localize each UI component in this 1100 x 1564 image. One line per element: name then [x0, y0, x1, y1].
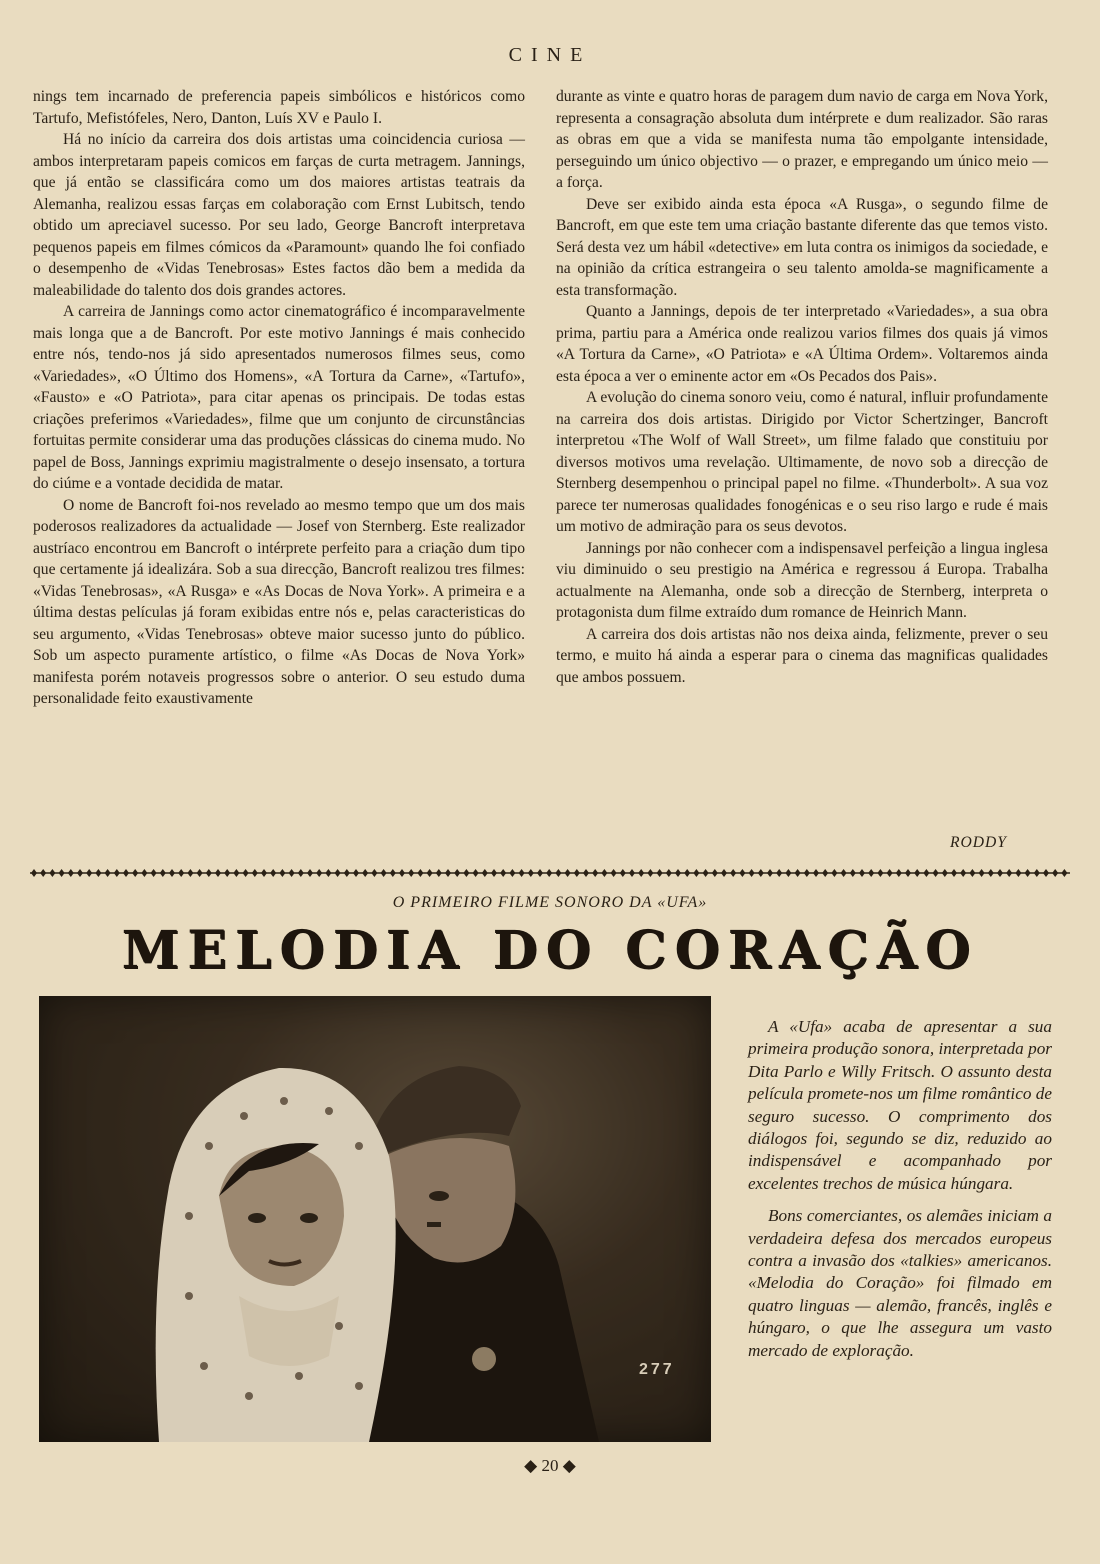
paragraph: O nome de Bancroft foi-nos revelado ao mesmo tempo que um dos mais poderosos realizadores da actualidade — Josef von Sternberg. Este realizador austríaco encontrou em Bancroft o intérprete perfeito para a criação dum tipo que certamente já idealizára. Sob a sua direcção, Bancroft realizou tres filmes: «Vidas Tenebrosas», «A Rusga» e «As Docas de Nova York». A primeira e a última destas películas já foram exibidas entre nós e, pelas caracteristicas do seu argumento, «Vidas Tenebrosas» obteve maior sucesso junto do público. Sob um aspecto puramente artístico, o filme «As Docas de Nova York» manifesta porém notaveis progressos sobre o anterior. O seu estudo duma personalidade feito exaustivamente	[33, 496, 525, 707]
paragraph: nings tem incarnado de preferencia papeis simbólicos e históricos como Tartufo, Mefistófeles, Nero, Danton, Luís XV e Paulo I.	[33, 88, 525, 127]
photo-marking: 277	[639, 1361, 675, 1378]
paragraph: durante as vinte e quatro horas de paragem dum navio de carga em Nova York, representa a consagração absoluta dum intérprete e dum realizador. São raras as obras em que a vida se manifesta numa tão empolgante intensidade, perseguindo um único objectivo — o prazer, e empregando um único meio — a força.	[556, 88, 1048, 191]
paragraph: A evolução do cinema sonoro veiu, como é natural, influir profundamente na carreira dos dois artistas. Dirigido por Victor Schertzinger, Bancroft interpretou «The Wolf of Wall Street», um filme falado que constituiu por diversos motivos uma revelação. Ultimamente, de novo sob a direcção de Sternberg desempenhou o principal papel no filme. «Thunderbolt». A sua voz parece ter numerosas qualidades fonogénicas e o seu riso largo e rude é mais um motivo de admiração para os seus devotos.	[556, 389, 1048, 535]
paragraph: Jannings por não conhecer com a indispensavel perfeição a lingua inglesa viu diminuido o seu prestigio na América e regressou á Europa. Trabalha actualmente na Alemanha, onde sob a direcção de Sternberg, interpreta o protagonista dum filme extraído dum romance de Heinrich Mann.	[556, 539, 1048, 621]
feature-text	[748, 1016, 1052, 1372]
paragraph: Há no início da carreira dos dois artistas uma coincidencia curiosa — ambos interpretaram papeis comicos em farças de curta metragem. Jannings, que já então se classificára como um dos maiores artistas teatrais da Alemanha, realizou essas farças em colaboração com Ernst Lubitsch, tendo obtido um apreciavel sucesso. Por seu lado, George Bancroft interpretava pequenos papeis em filmes cómicos da «Paramount» quando lhe foi confiado o desempenho de «Vidas Tenebrosas» Estes factos dão bem a medida da maleabilidade do talento dos dois grandes actores.	[33, 131, 525, 299]
feature-subtitle: O PRIMEIRO FILME SONORO DA «UFA»	[392, 894, 708, 911]
paragraph: A carreira dos dois artistas não nos deixa ainda, felizmente, prever o seu termo, e muito há ainda a esperar para o cinema das magnificas qualidades que ambos possuem.	[556, 625, 1048, 686]
paragraph: A «Ufa» acaba de apresentar a sua primeira produção sonora, interpretada por Dita Parlo e Willy Fritsch. O assunto desta película promete-nos um filme romântico de seguro sucesso. O comprimento dos diálogos foi, segundo se diz, reduzido ao indispensável e acompanhado por excelentes trechos de música húngara.	[748, 1017, 1052, 1193]
page-number-value: 20	[541, 1456, 559, 1475]
ornamental-divider	[30, 868, 1070, 878]
film-still-photo	[39, 996, 711, 1442]
page-number	[0, 1456, 1100, 1476]
paragraph: Bons comerciantes, os alemães iniciam a verdadeira defesa dos mercados europeus contra a invasão dos «talkies» americanos. «Melodia do Coração» foi filmado em quatro linguas — alemão, francês, inglês e húngaro, o que lhe assegura um vasto mercado de exploração.	[748, 1206, 1052, 1360]
paragraph: A carreira de Jannings como actor cinematográfico é incomparavelmente mais longa que a de Bancroft. Por este motivo Jannings é mais conhecido entre nós, tendo-nos já sido apresentados numerosos filmes seus, como «Variedades», «O Último dos Homens», «A Tortura da Carne», «Tartufo», «Fausto» e «O Patriota», para citar apenas os principais. De todas estas criações preferimos «Variedades», filme que um conjunto de circunstâncias fortuitas permite considerar uma das produções clássicas do cinema mudo. No papel de Boss, Jannings exprimiu magistralmente o desejo insensato, a tortura do ciúme e a vontade decidida de matar.	[33, 303, 525, 492]
feature-title: MELODIA DO CORAÇÃO	[121, 920, 979, 981]
article-right-column	[556, 86, 1048, 688]
paragraph: Deve ser exibido ainda esta época «A Rusga», o segundo filme de Bancroft, em que este tem uma criação bastante diferente das que temos visto. Será desta vez um hábil «detective» em luta contra os inimigos da sociedade, e na opinião da crítica estrangeira o seu talento amolda-se magnificamente a esta transformação.	[556, 195, 1048, 299]
paragraph: Quanto a Jannings, depois de ter interpretado «Variedades», a sua obra prima, partiu para a América onde realizou varios filmes dos quais já vimos «A Tortura da Carne», «O Patriota» e «A Última Ordem». Voltaremos ainda esta época a ver o eminente actor em «Os Pecados dos Pais».	[556, 303, 1048, 385]
author-signature: RODDY	[950, 834, 1007, 851]
page-header: CINE	[508, 44, 592, 66]
diamond-ornament-icon: ◆	[524, 1456, 538, 1475]
article-left-column	[33, 86, 525, 710]
diamond-ornament-icon: ◆	[562, 1456, 576, 1475]
